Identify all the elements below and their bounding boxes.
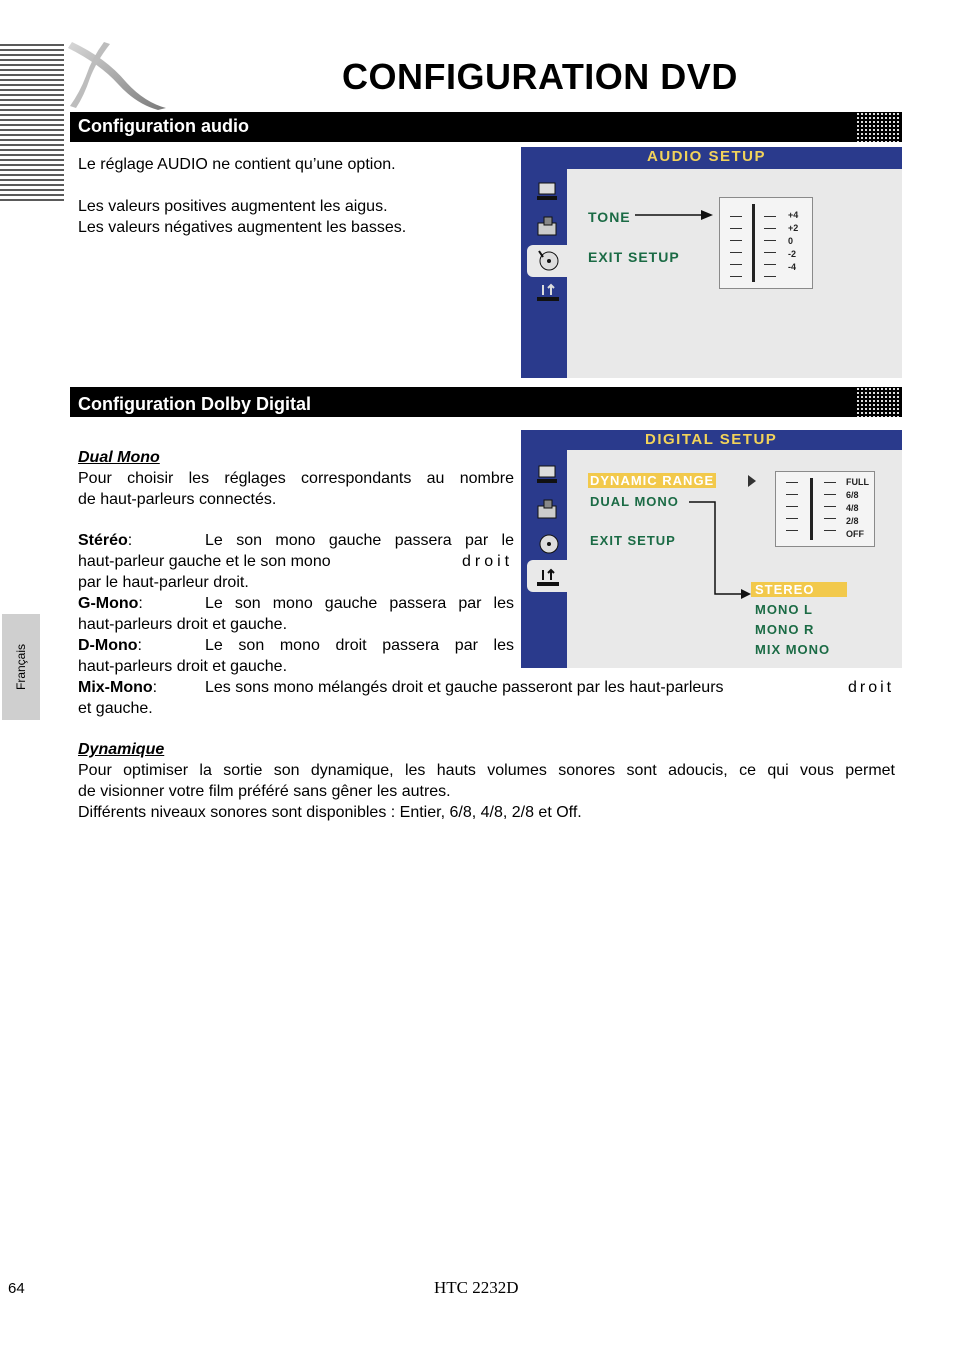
range-level: 4/8 [846, 503, 859, 513]
section-heading-dolby-text: Configuration Dolby Digital [78, 394, 311, 414]
dynamique-title: Dynamique [78, 741, 165, 758]
page-title: CONFIGURATION DVD [342, 56, 738, 97]
dual-mono-text-2: de haut-parleurs connectés. [78, 491, 277, 508]
connector-arrow [687, 494, 753, 604]
section-heading-audio [70, 112, 902, 142]
heading-pattern [856, 387, 900, 417]
tone-level: -2 [788, 249, 797, 259]
menu-item-tone: TONE [588, 209, 631, 225]
menu-item-exit-setup: EXIT SETUP [588, 249, 680, 265]
submenu-item-stereo: STEREO [751, 582, 847, 597]
stereo-line-2b: droit [462, 553, 514, 570]
tone-level: -4 [788, 262, 797, 272]
dynamique-line-3: Différents niveaux sonores sont disponibles : Entier, 6/8, 4/8, 2/8 et Off. [78, 804, 582, 821]
mix-mono-line-2: et gauche. [78, 700, 153, 717]
menu-item-dual-mono: DUAL MONO [590, 494, 679, 509]
settings-icon [535, 498, 561, 520]
section-heading-dolby [70, 387, 902, 417]
submenu-item-mono-r: MONO R [755, 622, 815, 637]
language-tab [2, 614, 40, 720]
dmono-line-1: Le son mono droit passera par les [205, 637, 514, 654]
stereo-term: Stéréo: [78, 532, 133, 549]
stereo-line-1: Le son mono gauche passera par le [205, 532, 514, 549]
preference-icon [535, 281, 561, 303]
audio-paragraph-2: Les valeurs positives augmentent les aigus. [78, 198, 388, 215]
mix-mono-term: Mix-Mono: [78, 679, 158, 696]
mix-mono-line-1b: droit [848, 679, 895, 696]
menu-item-dynamic-range: DYNAMIC RANGE [590, 473, 715, 488]
mix-mono-line-1a: Les sons mono mélangés droit et gauche passeront par les haut-parleurs [205, 679, 724, 696]
dmono-term: D-Mono: [78, 637, 142, 654]
settings-icon [535, 215, 561, 237]
audio-paragraph-1: Le réglage AUDIO ne contient qu’une option. [78, 156, 396, 173]
header-stripes [0, 44, 64, 202]
digital-setup-screenshot [521, 430, 902, 668]
triangle-right-icon [747, 474, 757, 488]
monitor-icon [535, 181, 561, 203]
tone-level: +4 [788, 210, 799, 220]
range-level: 2/8 [846, 516, 859, 526]
gmono-line-2: haut-parleurs droit et gauche. [78, 616, 288, 633]
language-tab-label: Français [14, 643, 28, 691]
gmono-term: G-Mono: [78, 595, 143, 612]
dual-mono-title: Dual Mono [78, 449, 160, 466]
gmono-line-1: Le son mono gauche passera par les [205, 595, 514, 612]
tone-level: +2 [788, 223, 799, 233]
audio-setup-screenshot [521, 147, 902, 378]
model-name: HTC 2232D [434, 1278, 519, 1297]
brand-logo [66, 38, 170, 112]
tone-scale [719, 197, 813, 289]
range-level: OFF [846, 529, 864, 539]
audio-disc-icon [535, 249, 561, 271]
range-level: 6/8 [846, 490, 859, 500]
tone-level: 0 [788, 236, 794, 246]
section-heading-audio-text: Configuration audio [78, 116, 249, 136]
digital-setup-title: DIGITAL SETUP [645, 431, 778, 448]
audio-disc-icon [535, 532, 561, 554]
range-level: FULL [846, 477, 869, 487]
dynamique-line-1: Pour optimiser la sortie son dynamique, les hauts volumes sonores sont adoucis, ce qui vous permet [78, 762, 895, 779]
monitor-icon [535, 464, 561, 486]
stereo-line-2a: haut-parleur gauche et le son mono [78, 553, 331, 570]
dynamique-line-2: de visionner votre film préféré sans gêner les autres. [78, 783, 451, 800]
audio-paragraph-3: Les valeurs négatives augmentent les basses. [78, 219, 407, 236]
dynamic-range-scale [775, 471, 875, 547]
dmono-line-2: haut-parleurs droit et gauche. [78, 658, 288, 675]
page-number: 64 [8, 1280, 25, 1297]
stereo-line-3: par le haut-parleur droit. [78, 574, 249, 591]
submenu-item-mono-l: MONO L [755, 602, 813, 617]
preference-icon [535, 566, 561, 588]
arrow-icon [635, 207, 715, 223]
dual-mono-text-1: Pour choisir les réglages correspondants au nombre [78, 470, 514, 487]
menu-item-exit-setup: EXIT SETUP [590, 533, 676, 548]
audio-setup-title: AUDIO SETUP [647, 148, 767, 165]
heading-pattern [856, 112, 900, 142]
submenu-item-mix-mono: MIX MONO [755, 642, 831, 657]
